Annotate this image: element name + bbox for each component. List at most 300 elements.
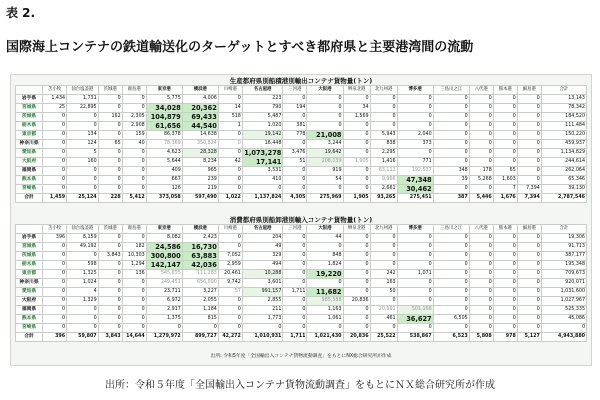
- table-cell: 0: [98, 243, 122, 252]
- table-cell: 0: [218, 243, 242, 252]
- table-cell: 0: [469, 104, 493, 113]
- table-cell: 5: [67, 149, 99, 158]
- column-header: 北九州港: [370, 86, 397, 95]
- table-cell: 0: [517, 158, 541, 167]
- table-cell: 239: [182, 176, 218, 185]
- table-cell: 0: [343, 324, 370, 333]
- row-label: 福岡県: [16, 306, 43, 315]
- table-cell: 2,661: [370, 185, 397, 194]
- table-cell: 0: [517, 324, 541, 333]
- table-cell: 0: [433, 288, 469, 297]
- table-cell: 0: [370, 234, 397, 243]
- table-cell: 162: [98, 113, 122, 122]
- table-cell: 0: [469, 185, 493, 194]
- table-row: [16, 158, 587, 167]
- table-cell: 1,027,967: [541, 297, 586, 306]
- table-cell: 0: [343, 95, 370, 104]
- table-cell: 49: [242, 243, 283, 252]
- table-cell: 0: [218, 185, 242, 194]
- table-cell: 0: [98, 176, 122, 185]
- table-cell: 0: [433, 270, 469, 279]
- table-cell: 20,836: [343, 333, 370, 342]
- table-cell: 0: [433, 122, 469, 131]
- row-label: 合計: [16, 194, 43, 203]
- row-label: 福岡県: [16, 167, 43, 176]
- table-cell: 0: [517, 288, 541, 297]
- table-cell: 20,836: [343, 297, 370, 306]
- table-cell: 69,433: [182, 113, 218, 122]
- table-cell: 1,375: [146, 315, 182, 324]
- table-row: [16, 270, 587, 279]
- table-row: [16, 104, 587, 113]
- table-cell: 0: [343, 306, 370, 315]
- table-cell: 0: [122, 185, 146, 194]
- table-cell: 0: [469, 288, 493, 297]
- table-row: [16, 324, 587, 333]
- table-cell: 1,773: [242, 315, 283, 324]
- table-cell: 45,086: [541, 315, 586, 324]
- table-row: [16, 315, 587, 324]
- table-cell: 1,134,829: [541, 149, 586, 158]
- table-cell: 1,020: [242, 122, 283, 131]
- table-cell: 501,168: [397, 306, 433, 315]
- table-cell: 0: [43, 113, 67, 122]
- table-cell: 1,731: [67, 95, 99, 104]
- table-cell: 597,490: [182, 194, 218, 203]
- table-cell: 0: [218, 234, 242, 243]
- table-cell: 0: [218, 324, 242, 333]
- table-cell: 0: [370, 297, 397, 306]
- table-cell: 24,586: [146, 243, 182, 252]
- table-cell: 0: [307, 122, 343, 131]
- table-cell: 0: [98, 297, 122, 306]
- table-cell: 0: [343, 288, 370, 297]
- row-label: 栃木県: [16, 261, 43, 270]
- table-cell: 1,031,600: [541, 288, 586, 297]
- column-header: 三河港: [283, 225, 307, 234]
- table-cell: 111,283: [182, 270, 218, 279]
- table-cell: 1,022: [218, 194, 242, 203]
- row-label: 東京都: [16, 270, 43, 279]
- table-cell: 126: [146, 185, 182, 194]
- table-cell: 0: [541, 324, 586, 333]
- row-label: 栃木県: [16, 122, 43, 131]
- column-header: 堺泉北港: [343, 86, 370, 95]
- table-cell: 0: [469, 140, 493, 149]
- table-cell: 19,306: [541, 234, 586, 243]
- header-corner: [16, 86, 43, 95]
- table-cell: 985,588: [307, 297, 343, 306]
- table-cell: 0: [122, 315, 146, 324]
- table-cell: 1,824: [307, 261, 343, 270]
- table-cell: 0: [517, 252, 541, 261]
- table-cell: 54: [307, 176, 343, 185]
- table-cell: 6,505: [433, 315, 469, 324]
- column-header: 苫小牧: [43, 86, 67, 95]
- table-cell: 0: [67, 167, 99, 176]
- table-cell: 0: [517, 113, 541, 122]
- table-cell: 0: [433, 104, 469, 113]
- table-cell: 0: [98, 131, 122, 140]
- table-cell: 0: [517, 297, 541, 306]
- table-cell: 1,021,430: [307, 333, 343, 342]
- table-cell: 195,348: [541, 261, 586, 270]
- table-cell: 0: [517, 261, 541, 270]
- table-cell: 815: [182, 315, 218, 324]
- table-cell: 0: [43, 288, 67, 297]
- table-cell: 19,220: [307, 270, 343, 279]
- table-cell: 0: [517, 306, 541, 315]
- table-cell: 0: [67, 176, 99, 185]
- table-cell: 0: [433, 324, 469, 333]
- table-row: [16, 140, 587, 149]
- table-cell: 39: [433, 176, 469, 185]
- table-cell: 9,966: [370, 176, 397, 185]
- table-cell: 0: [283, 261, 307, 270]
- table-cell: 86,378: [146, 131, 182, 140]
- table-cell: 0: [43, 297, 67, 306]
- table-cell: 0: [397, 104, 433, 113]
- table-cell: 494: [242, 261, 283, 270]
- table-cell: 0: [343, 140, 370, 149]
- row-label: 岩手県: [16, 95, 43, 104]
- table-cell: 223: [242, 95, 283, 104]
- table-cell: 57: [218, 288, 242, 297]
- row-label: 愛知県: [16, 149, 43, 158]
- table-cell: 0: [370, 261, 397, 270]
- table-cell: 0: [493, 306, 517, 315]
- table-cell: 78,342: [541, 104, 586, 113]
- table-row: [16, 113, 587, 122]
- table-cell: 0: [397, 252, 433, 261]
- table-cell: 184,520: [541, 113, 586, 122]
- table-cell: 42,036: [182, 261, 218, 270]
- column-header: 名古屋港: [242, 225, 283, 234]
- table-cell: 0: [218, 131, 242, 140]
- table-cell: 0: [218, 140, 242, 149]
- table-cell: 0: [343, 315, 370, 324]
- table-cell: 4,623: [146, 149, 182, 158]
- table-cell: 0: [122, 297, 146, 306]
- table-cell: 1,711: [283, 333, 307, 342]
- table-cell: 163: [370, 279, 397, 288]
- table-row: [16, 149, 587, 158]
- table-cell: 0: [67, 113, 99, 122]
- table-cell: 1,434: [43, 95, 67, 104]
- table-cell: 25: [43, 104, 67, 113]
- table-cell: 0: [242, 185, 283, 194]
- table-cell: 1,071: [397, 270, 433, 279]
- table-cell: 0: [43, 176, 67, 185]
- table-row: [16, 95, 587, 104]
- table-cell: 0: [517, 149, 541, 158]
- table-cell: 0: [307, 279, 343, 288]
- table-cell: 0: [43, 131, 67, 140]
- table-cell: 0: [469, 234, 493, 243]
- table-cell: 0: [343, 261, 370, 270]
- table-cell: 0: [307, 243, 343, 252]
- column-header: 博多港: [397, 86, 433, 95]
- table-cell: 0: [493, 131, 517, 140]
- table-cell: 0: [307, 104, 343, 113]
- table-cell: 249,451: [146, 279, 182, 288]
- table-cell: 228: [98, 194, 122, 203]
- table-cell: 182: [122, 243, 146, 252]
- table-cell: 5,808: [469, 333, 493, 342]
- column-header: 合計: [541, 225, 586, 234]
- table-cell: 0: [493, 113, 517, 122]
- table-cell: 0: [433, 149, 469, 158]
- table-cell: 1,325: [67, 270, 99, 279]
- table-cell: 23,711: [146, 288, 182, 297]
- table-row: [16, 131, 587, 140]
- table-cell: 0: [517, 131, 541, 140]
- table-cell: 0: [370, 243, 397, 252]
- table-cell: 0: [43, 315, 67, 324]
- column-header: 名古屋港: [242, 86, 283, 95]
- table-cell: 0: [98, 261, 122, 270]
- table-cell: 920,071: [541, 279, 586, 288]
- table-cell: 0: [98, 324, 122, 333]
- table-cell: 0: [493, 324, 517, 333]
- table-cell: 1,905: [343, 158, 370, 167]
- table-cell: 78,369: [146, 140, 182, 149]
- row-label: 宮崎県: [16, 185, 43, 194]
- table-cell: 0: [517, 176, 541, 185]
- table-cell: 0: [469, 158, 493, 167]
- table-cell: 0: [397, 297, 433, 306]
- table-cell: 0: [67, 122, 99, 131]
- table-cell: 0: [307, 185, 343, 194]
- page-title: 国際海上コンテナの鉄道輸送化のターゲットとすべき都府県と主要港湾間の流動: [6, 40, 474, 55]
- table-cell: 0: [517, 270, 541, 279]
- header-row: [16, 86, 587, 95]
- table-cell: 19,642: [307, 149, 343, 158]
- table-cell: 0: [469, 324, 493, 333]
- table-cell: 0: [43, 185, 67, 194]
- table-row: [16, 288, 587, 297]
- table-cell: 0: [283, 234, 307, 243]
- table-cell: 396: [43, 234, 67, 243]
- table-cell: 7,052: [218, 252, 242, 261]
- table-cell: 2,917: [146, 306, 182, 315]
- table-cell: 0: [469, 113, 493, 122]
- table-cell: 44: [307, 234, 343, 243]
- table-cell: 3,843: [98, 333, 122, 342]
- table-cell: 0: [469, 95, 493, 104]
- table-cell: 978: [493, 333, 517, 342]
- table-cell: 0: [343, 122, 370, 131]
- table-title: 消費都府県別船卸港別輸入コンテナ貨物量(トン): [229, 216, 373, 224]
- table-cell: 0: [493, 279, 517, 288]
- table-cell: 3,227: [182, 288, 218, 297]
- column-header: 川崎港: [218, 86, 242, 95]
- table-cell: 1,603: [493, 176, 517, 185]
- column-header: 熊本港: [493, 86, 517, 95]
- table-cell: 5,412: [122, 194, 146, 203]
- table-cell: 0: [98, 270, 122, 279]
- data-panel: [10, 74, 592, 366]
- table-cell: 3,244: [307, 140, 343, 149]
- table-row: [16, 279, 587, 288]
- table-cell: 0: [43, 306, 67, 315]
- table-cell: 0: [469, 297, 493, 306]
- table-cell: 0: [343, 131, 370, 140]
- table-cell: 2,055: [182, 297, 218, 306]
- column-header: 博多港: [397, 225, 433, 234]
- table-cell: 0: [98, 95, 122, 104]
- table-cell: 0: [433, 261, 469, 270]
- table-row: [16, 261, 587, 270]
- export-table: [15, 85, 587, 203]
- table-cell: 2,855: [242, 297, 283, 306]
- table-cell: 5,487: [242, 113, 283, 122]
- table-cell: 2,423: [182, 234, 218, 243]
- table-cell: 1,184: [182, 306, 218, 315]
- table-cell: 0: [218, 297, 242, 306]
- table-cell: 1,279,972: [146, 333, 182, 342]
- table-cell: 0: [493, 158, 517, 167]
- table-cell: 0: [469, 270, 493, 279]
- column-header: 八代港: [469, 225, 493, 234]
- table-cell: 778: [283, 131, 307, 140]
- column-header: 鹿島港: [122, 86, 146, 95]
- table-cell: 136: [122, 270, 146, 279]
- table-cell: 20,991: [370, 306, 397, 315]
- table-cell: 0: [397, 243, 433, 252]
- table-cell: 0: [433, 297, 469, 306]
- table-cell: 30,462: [397, 185, 433, 194]
- table-cell: 0: [122, 167, 146, 176]
- table-cell: 0: [517, 122, 541, 131]
- header-row: [16, 225, 587, 234]
- table-cell: 34: [343, 104, 370, 113]
- table-cell: 65: [98, 140, 122, 149]
- table-cell: 0: [67, 324, 99, 333]
- table-cell: 991,157: [242, 288, 283, 297]
- table-cell: 0: [98, 234, 122, 243]
- table-cell: 0: [122, 234, 146, 243]
- table-cell: 965: [182, 167, 218, 176]
- table-cell: 0: [493, 297, 517, 306]
- table-cell: 1,137,824: [242, 194, 283, 203]
- table-cell: 0: [517, 95, 541, 104]
- table-cell: 0: [433, 252, 469, 261]
- table-cell: 14: [218, 104, 242, 113]
- table-cell: 0: [517, 279, 541, 288]
- table-cell: 25,522: [370, 333, 397, 342]
- table-cell: 0: [98, 315, 122, 324]
- table-row: [16, 122, 587, 131]
- row-label: 岩手県: [16, 234, 43, 243]
- table-cell: 0: [469, 315, 493, 324]
- table-cell: 0: [122, 176, 146, 185]
- table-cell: 208,139: [307, 158, 343, 167]
- table-cell: 0: [122, 149, 146, 158]
- table-cell: 194: [283, 104, 307, 113]
- table-cell: 0: [469, 243, 493, 252]
- table-cell: 219: [182, 185, 218, 194]
- table-cell: 656,090: [182, 279, 218, 288]
- table-cell: 10,288: [242, 270, 283, 279]
- table-cell: 0: [283, 243, 307, 252]
- table-cell: 20,362: [182, 104, 218, 113]
- column-header: 川崎港: [218, 225, 242, 234]
- table-cell: 0: [343, 279, 370, 288]
- table-cell: 111,484: [541, 122, 586, 131]
- table-cell: 4,943,880: [541, 333, 586, 342]
- table-cell: 545,655: [146, 270, 182, 279]
- column-header: 仙台塩釜港: [67, 225, 99, 234]
- table-cell: 0: [397, 288, 433, 297]
- table-cell: 0: [517, 104, 541, 113]
- table-cell: 5,644: [146, 158, 182, 167]
- table-cell: 0: [493, 122, 517, 131]
- table-cell: 5,268: [469, 176, 493, 185]
- table-cell: 8,234: [182, 158, 218, 167]
- column-header: 堺泉北港: [343, 225, 370, 234]
- table-cell: 0: [370, 95, 397, 104]
- table-cell: 192,537: [397, 167, 433, 176]
- table-cell: 848: [307, 252, 343, 261]
- table-cell: 14,644: [122, 333, 146, 342]
- table-cell: 0: [122, 158, 146, 167]
- table-cell: 25,124: [67, 194, 99, 203]
- column-header: 熊本港: [493, 225, 517, 234]
- table-cell: 0: [517, 234, 541, 243]
- table-cell: 0: [98, 306, 122, 315]
- table-cell: 0: [397, 279, 433, 288]
- table-cell: 0: [98, 167, 122, 176]
- column-header: 大阪港: [307, 225, 343, 234]
- table-cell: 329: [242, 252, 283, 261]
- column-header: 仙台塩釜港: [67, 86, 99, 95]
- table-cell: 919: [307, 167, 343, 176]
- table-cell: 525,335: [541, 306, 586, 315]
- table-cell: 518: [218, 113, 242, 122]
- row-label: 神奈川県: [16, 279, 43, 288]
- table-cell: 0: [43, 252, 67, 261]
- table-cell: 0: [122, 279, 146, 288]
- table-cell: 50: [370, 288, 397, 297]
- table-cell: 0: [43, 324, 67, 333]
- table-cell: 150,220: [541, 131, 586, 140]
- table-cell: 461: [370, 315, 397, 324]
- table-cell: 0: [146, 324, 182, 333]
- table-cell: 0: [517, 167, 541, 176]
- total-row: [16, 194, 587, 203]
- table-cell: 0: [397, 122, 433, 131]
- table-cell: 0: [433, 131, 469, 140]
- column-header: 茨城港: [98, 225, 122, 234]
- table-cell: 1,073,278: [244, 149, 282, 157]
- table-cell: 275,969: [307, 194, 343, 203]
- table-cell: 0: [343, 270, 370, 279]
- table-cell: 2,305: [122, 113, 146, 122]
- table-cell: 0: [469, 279, 493, 288]
- table-cell: 0: [98, 279, 122, 288]
- column-header: 三島川之江: [433, 225, 469, 234]
- table-cell: 65,346: [541, 176, 586, 185]
- table-cell: 244,614: [541, 158, 586, 167]
- row-label: 愛知県: [16, 288, 43, 297]
- table-cell: 0: [98, 149, 122, 158]
- table-cell: 373,058: [146, 194, 182, 203]
- table-cell: 0: [370, 104, 397, 113]
- table-cell: 51: [283, 158, 307, 167]
- table-cell: 0: [370, 324, 397, 333]
- table-cell: 0: [517, 243, 541, 252]
